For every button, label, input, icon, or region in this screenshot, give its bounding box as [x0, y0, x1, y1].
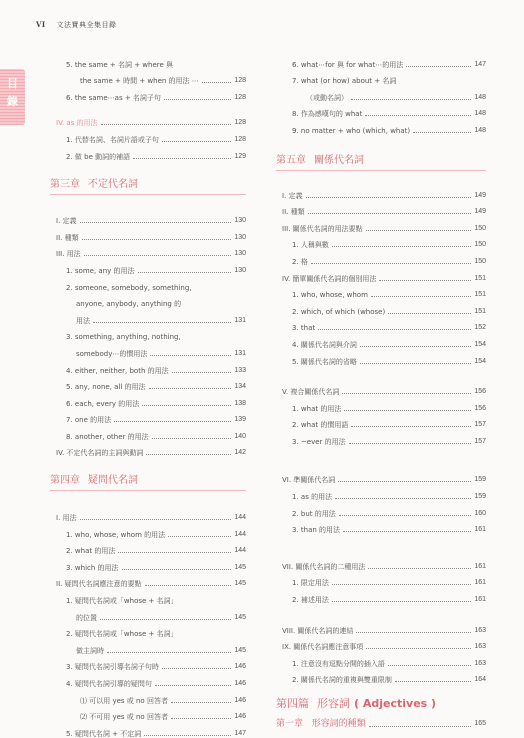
- entry-text: 2. 做 be 動詞的補語: [66, 152, 131, 161]
- dot-leader: [145, 585, 232, 586]
- toc-entry[interactable]: [50, 721, 246, 738]
- page-ref: 159: [474, 476, 486, 484]
- page-ref: 161: [474, 562, 486, 570]
- page-ref: 161: [474, 526, 486, 534]
- chapter-5-heading: [276, 155, 486, 171]
- entry-text: 4. 疑問代名詞引導的疑問句: [66, 680, 152, 688]
- entry-text: I. 定義: [56, 217, 77, 226]
- left-group-2: [50, 111, 246, 161]
- dot-leader: [150, 355, 231, 356]
- entry-text: 5. the same + 名詞 + where 與: [66, 60, 174, 69]
- entry-text: 2. 關係代名詞的重複與雙重限制: [292, 676, 392, 685]
- toc-entry[interactable]: [50, 225, 246, 242]
- toc-entry[interactable]: [276, 200, 486, 217]
- page-ref: 151: [474, 307, 486, 315]
- entry-text: IV. 不定代名詞的主詞與動詞: [56, 449, 144, 458]
- dot-leader: [308, 213, 472, 214]
- toc-entry[interactable]: [276, 249, 486, 266]
- running-header: [36, 20, 116, 30]
- entry-text: II. 種類: [56, 233, 79, 242]
- page-ref: 164: [474, 676, 486, 684]
- entry-text: 4. 關係代名詞與介詞: [292, 340, 357, 349]
- toc-entry[interactable]: [276, 102, 486, 119]
- dot-leader: [146, 454, 231, 455]
- toc-entry[interactable]: [50, 424, 246, 441]
- dot-leader: [379, 280, 471, 281]
- dot-leader: [142, 405, 231, 406]
- part-4-number: 第四篇: [276, 697, 309, 711]
- page-ref: 150: [474, 224, 486, 232]
- entry-text: 3. something, anything, nothing,: [66, 333, 181, 342]
- dot-leader: [342, 393, 471, 394]
- entry-text: 5. any, none, all 的用法: [66, 383, 146, 392]
- toc-entry[interactable]: [276, 587, 486, 604]
- toc-entry[interactable]: [50, 705, 246, 722]
- page-ref: 156: [474, 388, 486, 396]
- toc-entry[interactable]: [50, 52, 246, 69]
- toc-entry[interactable]: [50, 209, 246, 226]
- entry-text: II. 種類: [282, 208, 305, 217]
- right-group-1: [276, 52, 486, 135]
- toc-entry[interactable]: [50, 292, 246, 309]
- toc-entry[interactable]: [50, 539, 246, 556]
- dot-leader: [311, 263, 471, 264]
- dot-leader: [172, 372, 232, 373]
- dot-leader: [168, 536, 231, 537]
- entry-text: anyone, anybody, anything 的: [76, 300, 182, 309]
- dot-leader: [388, 665, 471, 666]
- dot-leader: [114, 421, 231, 422]
- entry-text: 8. 作為感嘆句的 what: [292, 110, 363, 119]
- toc-entry[interactable]: [50, 638, 246, 655]
- toc-entry[interactable]: [276, 635, 486, 652]
- toc-entry[interactable]: [276, 283, 486, 300]
- entry-text: 7. what (or how) about + 名詞: [292, 77, 397, 86]
- page-ref: 147: [234, 729, 246, 737]
- page-ref: 148: [474, 93, 486, 101]
- entry-text: IX. 關係代名詞應注意事項: [282, 643, 364, 652]
- dot-leader: [93, 322, 231, 323]
- entry-text: （或動名詞）: [306, 93, 348, 102]
- dot-leader: [366, 648, 471, 649]
- page-ref: 161: [474, 579, 486, 587]
- page-ref: 149: [474, 208, 486, 216]
- entry-text: VI. 準關係代名詞: [282, 476, 336, 485]
- dot-leader: [138, 272, 232, 273]
- toc-entry[interactable]: [50, 622, 246, 639]
- toc-entry[interactable]: [50, 111, 246, 128]
- toc-entry[interactable]: [50, 572, 246, 589]
- chapter-1-title: 形容詞的種類: [311, 719, 366, 730]
- chapter-4-heading: [50, 475, 246, 491]
- entry-text: I. 用法: [56, 514, 77, 523]
- toc-entry[interactable]: [50, 391, 246, 408]
- chapter-1-number: 第一章: [276, 719, 304, 730]
- entry-text: 7. one 的用法: [66, 416, 112, 425]
- page-ref: 138: [234, 399, 246, 407]
- toc-entry[interactable]: [276, 501, 486, 518]
- entry-text: 1. what 的用法: [292, 404, 342, 413]
- entry-text: IV. as 的用法: [56, 119, 98, 128]
- entry-text: 1. 代替名詞、名詞片語或子句: [66, 135, 159, 144]
- dot-leader: [149, 388, 232, 389]
- page-ref: 146: [234, 663, 246, 671]
- toc-entry[interactable]: [50, 325, 246, 342]
- entry-text: 1. who, whose, whom: [292, 291, 368, 300]
- chapter-4-title: 疑問代名詞: [88, 475, 138, 487]
- dot-leader: [82, 239, 232, 240]
- dot-leader: [332, 601, 471, 602]
- entry-text: III. 用法: [56, 250, 81, 259]
- dot-leader: [332, 246, 471, 247]
- toc-entry[interactable]: [50, 127, 246, 144]
- entry-text: 3. ~ever 的用法: [292, 437, 346, 446]
- page-ref: 128: [234, 119, 246, 127]
- toc-entry[interactable]: [276, 571, 486, 588]
- dot-leader: [164, 99, 231, 100]
- page-ref: 163: [474, 659, 486, 667]
- left-group-4: [50, 505, 246, 737]
- toc-entry[interactable]: [50, 358, 246, 375]
- page-ref: 165: [474, 720, 486, 728]
- entry-text: 4. either, neither, both 的用法: [66, 366, 169, 375]
- dot-leader: [171, 702, 231, 703]
- entry-text: 5. 疑問代名詞 + 不定詞: [66, 729, 142, 738]
- dot-leader: [133, 158, 231, 159]
- page-ref: 145: [234, 563, 246, 571]
- dot-leader: [144, 735, 231, 736]
- entry-text: 8. another, other 的用法: [66, 432, 149, 441]
- chapter-3-number: 第三章: [50, 178, 80, 190]
- toc-entry[interactable]: [276, 651, 486, 668]
- dot-leader: [152, 438, 232, 439]
- toc-entry[interactable]: [50, 375, 246, 392]
- toc-entry[interactable]: [50, 85, 246, 102]
- toc-entry[interactable]: [276, 216, 486, 233]
- dot-leader: [371, 296, 471, 297]
- entry-text: somebody⋯的慣用法: [76, 349, 148, 358]
- dot-leader: [344, 410, 471, 411]
- toc-entry[interactable]: [50, 605, 246, 622]
- page-ref: 145: [234, 646, 246, 654]
- entry-text: 1. 人稱與數: [292, 241, 329, 250]
- page-ref: 134: [234, 383, 246, 391]
- entry-text: 2. which, of which (whose): [292, 307, 386, 316]
- toc-entry[interactable]: [276, 299, 486, 316]
- toc-entry[interactable]: [276, 429, 486, 446]
- entry-text: 9. no matter + who (which, what): [292, 126, 411, 135]
- entry-text: 1. some, any 的用法: [66, 266, 135, 275]
- dot-leader: [122, 569, 232, 570]
- entry-text: III. 關係代名詞的用法要點: [282, 224, 363, 233]
- page-ref: 152: [474, 324, 486, 332]
- entry-text: VIII. 關係代名詞的連結: [282, 626, 354, 635]
- page-ref: 151: [474, 291, 486, 299]
- page-ref: 145: [234, 580, 246, 588]
- entry-text: 2. what 的用法: [66, 547, 116, 556]
- dot-leader: [360, 346, 471, 347]
- toc-entry[interactable]: [276, 332, 486, 349]
- toc-entry[interactable]: [276, 118, 486, 135]
- page-ref: 156: [474, 404, 486, 412]
- toc-entry[interactable]: [50, 588, 246, 605]
- page-ref: 160: [474, 509, 486, 517]
- dot-leader: [107, 652, 231, 653]
- page-ref: 154: [474, 357, 486, 365]
- page-ref: 146: [234, 680, 246, 687]
- toc-entry[interactable]: [276, 85, 486, 102]
- entry-text: 6. the same⋯as + 名詞子句: [66, 93, 161, 102]
- dot-leader: [368, 568, 471, 569]
- entry-text: 3. 疑問代名詞引導名詞子句時: [66, 663, 159, 672]
- entry-text: 3. that: [292, 324, 316, 333]
- left-group-3: [50, 209, 246, 458]
- dot-leader: [171, 718, 231, 719]
- page-ref: 131: [234, 316, 246, 324]
- dot-leader: [100, 619, 231, 620]
- toc-entry[interactable]: [50, 671, 246, 688]
- dot-leader: [338, 481, 471, 482]
- toc-entry[interactable]: [276, 413, 486, 430]
- part-4-english: ( Adjectives ): [354, 697, 437, 711]
- toc-entry[interactable]: [50, 555, 246, 572]
- entry-text: 2. 格: [292, 257, 308, 266]
- entry-text: ⑵ 不可用 yes 或 no 回答者: [80, 713, 168, 722]
- entry-text: ⑴ 可以用 yes 或 no 回答者: [80, 696, 168, 705]
- page-ref: 150: [474, 241, 486, 249]
- toc-entry[interactable]: [50, 144, 246, 161]
- entry-text: 2. but 的用法: [292, 509, 336, 518]
- toc-entry[interactable]: [276, 183, 486, 200]
- entry-text: 2. 疑問代名詞或「whose + 名詞」: [66, 630, 178, 639]
- toc-entry[interactable]: [276, 484, 486, 501]
- toc-entry[interactable]: [50, 242, 246, 259]
- entry-text: 3. than 的用法: [292, 526, 341, 535]
- chapter-3-title: 不定代名詞: [88, 178, 138, 190]
- chapter-4-number: 第四章: [50, 475, 80, 487]
- dot-leader: [388, 313, 471, 314]
- toc-entry[interactable]: [276, 349, 486, 366]
- entry-text: 1. who, whose, whom 的用法: [66, 530, 166, 539]
- page-ref: 163: [474, 626, 486, 634]
- dot-leader: [351, 99, 471, 100]
- entry-text: 2. 補述用法: [292, 596, 329, 605]
- entry-text: 3. which 的用法: [66, 563, 119, 572]
- tab-char-1: 目: [7, 77, 18, 90]
- dot-leader: [80, 222, 232, 223]
- entry-text: 1. as 的用法: [292, 493, 333, 502]
- toc-entry[interactable]: [276, 233, 486, 250]
- page-ref: 148: [474, 126, 486, 134]
- toc-entry[interactable]: [276, 668, 486, 685]
- page-ref: 130: [234, 250, 246, 258]
- dot-leader: [413, 132, 471, 133]
- toc-entry[interactable]: [276, 396, 486, 413]
- entry-text: 做主詞時: [76, 646, 104, 655]
- page-ref: 140: [234, 432, 246, 440]
- right-group-4: [276, 468, 486, 534]
- entry-text: 2. someone, somebody, something,: [66, 283, 192, 292]
- dot-leader: [155, 685, 231, 686]
- entry-text: V. 複合關係代名詞: [282, 388, 340, 397]
- dot-leader: [118, 552, 231, 553]
- entry-text: II. 疑問代名詞應注意的要點: [56, 580, 142, 589]
- dot-leader: [80, 519, 232, 520]
- dot-leader: [349, 443, 472, 444]
- page-ref: 139: [234, 416, 246, 424]
- toc-entry[interactable]: [50, 69, 246, 86]
- toc-entry[interactable]: [50, 341, 246, 358]
- page-ref: 133: [234, 366, 246, 374]
- dot-leader: [332, 584, 471, 585]
- chapter-5-number: 第五章: [276, 154, 306, 166]
- page-ref: 149: [474, 191, 486, 199]
- toc-entry[interactable]: [276, 554, 486, 571]
- right-group-5: [276, 554, 486, 604]
- page-ref: 163: [474, 643, 486, 651]
- page-ref: 130: [234, 266, 246, 274]
- entry-text: VII. 關係代名詞的二種用法: [282, 562, 366, 571]
- page-ref: 145: [234, 613, 246, 621]
- toc-entry[interactable]: [276, 69, 486, 86]
- toc-entry[interactable]: [276, 468, 486, 485]
- page-ref: 157: [474, 437, 486, 445]
- running-title: 文法寶典全集目錄: [56, 21, 117, 29]
- section-tab: [0, 69, 25, 125]
- chapter-1-label: [276, 719, 366, 729]
- page-ref: 159: [474, 493, 486, 501]
- page-ref: 148: [474, 110, 486, 118]
- page-ref: 161: [474, 596, 486, 604]
- dot-leader: [369, 726, 472, 727]
- page-ref: 131: [234, 349, 246, 357]
- page-ref: 146: [234, 696, 246, 704]
- dot-leader: [318, 329, 471, 330]
- dot-leader: [339, 515, 472, 516]
- page-ref: 151: [474, 274, 486, 282]
- page-ref: 150: [474, 257, 486, 265]
- toc-entry[interactable]: [276, 266, 486, 283]
- page-ref: 130: [234, 233, 246, 241]
- dot-leader: [101, 124, 232, 125]
- toc-entry[interactable]: [50, 505, 246, 522]
- dot-leader: [202, 82, 232, 83]
- page-ref: 144: [234, 530, 246, 538]
- page-ref: 128: [234, 135, 246, 143]
- page-ref: 130: [234, 217, 246, 225]
- dot-leader: [365, 115, 471, 116]
- page-ref: 142: [234, 449, 246, 457]
- entry-text: IV. 簡單關係代名詞的個別用法: [282, 274, 377, 283]
- toc-entry[interactable]: [50, 441, 246, 458]
- page-ref: 129: [234, 152, 246, 160]
- dot-leader: [395, 681, 471, 682]
- page-ref: 128: [234, 77, 246, 85]
- toc-entry[interactable]: [50, 688, 246, 705]
- toc-entry[interactable]: [50, 258, 246, 275]
- entry-text: 的位置: [76, 613, 97, 622]
- dot-leader: [406, 66, 471, 67]
- dot-leader: [84, 255, 232, 256]
- entry-text: 1. 限定用法: [292, 579, 329, 588]
- dot-leader: [343, 531, 471, 532]
- page-number: VI: [36, 20, 46, 29]
- dot-leader: [335, 498, 471, 499]
- entry-text: 6. each, every 的用法: [66, 399, 140, 408]
- tab-char-2: 錄: [7, 95, 18, 108]
- chapter-5-title: 關係代名詞: [314, 154, 364, 166]
- entry-text: the same + 時間 + when 的用法 ⋯: [80, 77, 199, 86]
- entry-text: 1. 疑問代名詞或「whose + 名詞」: [66, 597, 178, 606]
- page-ref: 154: [474, 340, 486, 348]
- toc-entry[interactable]: [50, 275, 246, 292]
- toc-entry[interactable]: [276, 316, 486, 333]
- part-4-heading: [276, 698, 486, 713]
- right-group-3: [276, 380, 486, 446]
- entry-text: 6. what⋯for 與 for what⋯的用法: [292, 60, 404, 69]
- dot-leader: [360, 363, 471, 364]
- toc-entry[interactable]: [50, 655, 246, 672]
- entry-text: 5. 關係代名詞的省略: [292, 357, 357, 366]
- chapter-3-heading: [50, 179, 246, 195]
- page-ref: 146: [234, 713, 246, 721]
- dot-leader: [356, 632, 471, 633]
- toc-entry[interactable]: [276, 52, 486, 69]
- toc-entry[interactable]: [276, 380, 486, 397]
- page-ref: 144: [234, 547, 246, 555]
- page-ref: 128: [234, 93, 246, 101]
- toc-entry[interactable]: [50, 522, 246, 539]
- toc-entry[interactable]: [50, 308, 246, 325]
- chapter-1-heading: [276, 719, 486, 729]
- page-ref: 144: [234, 514, 246, 522]
- left-group-1: [50, 52, 246, 102]
- dot-leader: [351, 426, 471, 427]
- right-group-2: [276, 183, 486, 366]
- entry-text: 2. what 的慣用語: [292, 421, 349, 430]
- part-4-title: 形容詞: [317, 697, 350, 711]
- toc-entry[interactable]: [50, 408, 246, 425]
- toc-entry[interactable]: [276, 618, 486, 635]
- entry-text: 用法: [76, 316, 90, 325]
- dot-leader: [366, 230, 472, 231]
- dot-leader: [162, 668, 231, 669]
- entry-text: 1. 注意沒有逗點分開的插入語: [292, 659, 385, 668]
- page-ref: 157: [474, 421, 486, 429]
- dot-leader: [306, 197, 472, 198]
- entry-text: I. 定義: [282, 191, 303, 200]
- toc-right-column: [276, 52, 486, 729]
- page-ref: 147: [474, 60, 486, 68]
- dot-leader: [162, 141, 231, 142]
- toc-entry[interactable]: [276, 518, 486, 535]
- right-group-6: [276, 618, 486, 684]
- toc-left-column: [50, 52, 246, 738]
